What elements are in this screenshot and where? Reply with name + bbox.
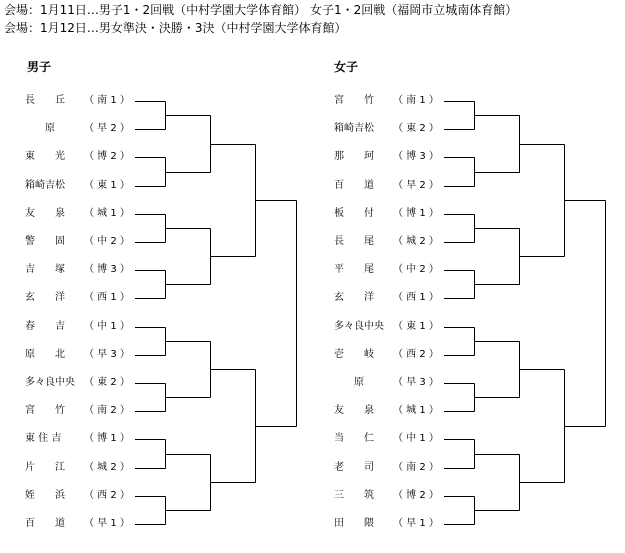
team-name: 当 仁 [334,433,374,445]
team-name: 吉 塚 [25,264,65,276]
school-label: （ 東 1 ） [84,179,130,191]
team-name: 玄 洋 [334,292,374,304]
team-name: 壱 岐 [334,348,374,360]
team-name: 多々良中央 [25,377,75,388]
team-name: 東 住 吉 [25,433,62,445]
school-label: （ 西 1 ） [393,292,439,304]
school-label: （ 早 1 ） [393,518,439,529]
team-name: 片 江 [25,461,65,473]
school-label: （ 西 2 ） [84,489,130,501]
school-label: （ 博 2 ） [393,489,439,501]
team-name: 那 珂 [334,151,374,163]
team-name: 長 丘 [25,95,65,106]
school-label: （ 南 1 ） [393,95,439,106]
team-name: 宮 竹 [334,95,374,106]
school-label: （ 東 2 ） [393,123,439,135]
team-name: 田 隈 [334,518,374,529]
team-name: 三 筑 [334,489,374,501]
team-name: 東 光 [25,151,65,163]
school-label: （ 早 1 ） [84,518,130,529]
school-label: （ 西 1 ） [84,292,130,304]
team-name: 春 吉 [25,320,65,332]
school-label: （ 中 1 ） [84,320,130,332]
venue-line-2: 会場：1月12日…男女準決・決勝・3決（中村学園大学体育館） [4,21,347,35]
school-label: （ 東 1 ） [393,320,439,332]
school-label: （ 早 3 ） [84,348,130,360]
team-name: 姪 浜 [25,489,65,501]
team-name: 百 道 [25,518,65,529]
school-label: （ 城 1 ） [393,405,439,417]
team-name: 玄 洋 [25,292,65,304]
venue-line-1: 会場：1月11日…男子1・2回戦（中村学園大学体育館） 女子1・2回戦（福岡市立城南体育館） [4,3,518,17]
team-name: 箱崎吉松 [25,179,65,191]
school-label: （ 早 2 ） [393,179,439,191]
school-label: （ 東 2 ） [84,377,130,388]
team-name: 板 付 [334,207,374,219]
team-name: 多々良中央 [334,320,384,332]
boys-title: 男子 [27,60,52,74]
team-name: 友 泉 [334,405,374,417]
school-label: （ 城 2 ） [84,461,130,473]
team-name: 宮 竹 [25,405,65,417]
school-label: （ 博 1 ） [84,433,130,445]
school-label: （ 早 2 ） [84,123,130,135]
team-name: 平 尾 [334,264,374,276]
team-name: 老 司 [334,461,374,473]
team-name: 原 北 [25,348,65,360]
team-name: 長 尾 [334,236,374,247]
school-label: （ 博 3 ） [393,151,439,163]
school-label: （ 南 1 ） [84,95,130,106]
girls-title: 女子 [334,60,359,74]
school-label: （ 中 2 ） [84,236,130,247]
school-label: （ 博 3 ） [84,264,130,276]
team-name: 原 [25,123,55,135]
team-name: 箱崎吉松 [334,123,374,135]
team-name: 原 [334,377,364,388]
team-name: 警 固 [25,236,65,247]
school-label: （ 城 1 ） [84,207,130,219]
school-label: （ 西 2 ） [393,348,439,360]
team-name: 友 泉 [25,207,65,219]
school-label: （ 城 2 ） [393,236,439,247]
school-label: （ 南 2 ） [84,405,130,417]
school-label: （ 博 2 ） [84,151,130,163]
school-label: （ 南 2 ） [393,461,439,473]
team-name: 百 道 [334,179,374,191]
school-label: （ 早 3 ） [393,377,439,388]
school-label: （ 中 2 ） [393,264,439,276]
school-label: （ 博 1 ） [393,207,439,219]
school-label: （ 中 1 ） [393,433,439,445]
